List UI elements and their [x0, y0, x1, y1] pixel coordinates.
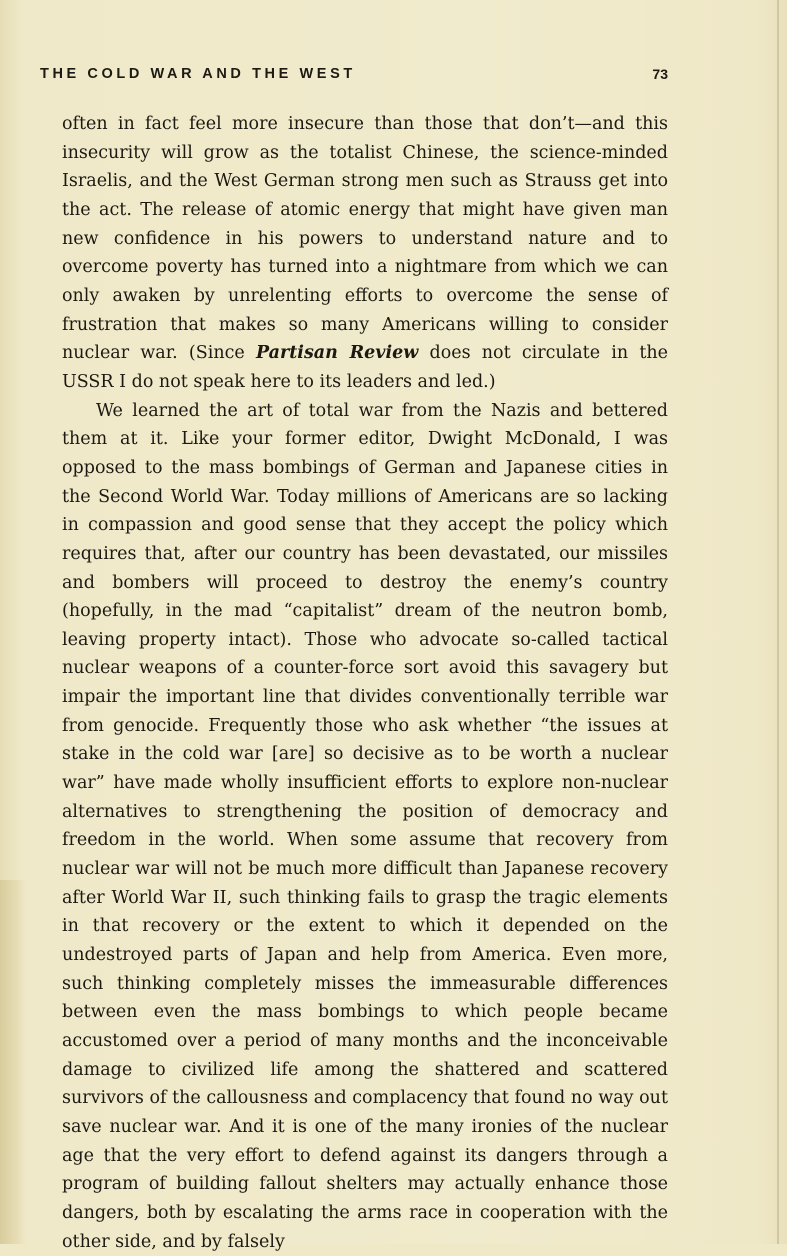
page-edge — [777, 0, 779, 1244]
paragraph-continued — [62, 110, 668, 397]
journal-title: Partisan Review — [255, 343, 419, 364]
paragraph-text: does not circulate in the USSR I do not speak here to its leaders and led.) — [62, 343, 669, 392]
paragraph: We learned the art of total war from the Nazis and bettered them at it. Like your former editor, Dwight McDonald, I was opposed to the mass bombings of German and Japanese cities in the Second World War. Today millions of Americans are so lacking in compassion and good sense that they accept the policy which requires that, after our country has been devastated, our missiles and bombers will proceed to destroy the enemy’s country (hopefully, in the mad “capitalist” dream of the neutron bomb, leaving property intact). Those who advocate so-called tactical nuclear weapons of a counter-force sort avoid this savagery but impair the important line that divides conventionally terrible war from genocide. Frequently those who ask whether “the issues at stake in the cold war [are] so decisive as to be worth a nuclear war” have made wholly insufficient efforts to explore non-nuclear alternatives to strengthening the position of democracy and freedom in the world. When some assume that recovery from nuclear war will not be much more difficult than Japanese recovery after World War II, such thinking fails to grasp the tragic elements in that recovery or the extent to which it depended on the undestroyed parts of Japan and help from America. Even more, such thinking completely misses the immeasurable differences between even the mass bombings to which people became accustomed over a period of many months and the inconceivable damage to civilized life among the shattered and scattered survivors of the callousness and complacency that found no way out save nuclear war. And it is one of the many ironies of the nuclear age that the very effort to defend against its dangers through a program of building fallout shelters may actually enhance those dangers, both by escalating the arms race in cooperation with the other side, and by falsely — [62, 400, 668, 1252]
running-header — [40, 66, 668, 88]
page-number: 73 — [652, 66, 668, 82]
paragraph-text: often in fact feel more insecure than those that don’t—and this insecurity will grow as the totalist Chinese, the science-minded Israelis, and the West German strong men such as Strauss get into the act. The release of atomic energy that might have given man new confidence in his powers to understand nature and to overcome poverty has turned into a nightmare from which we can only awaken by unrelenting efforts to overcome the sense of frustration that makes so many Americans willing to consider nuclear war. (Since — [62, 114, 668, 364]
body-text — [62, 110, 668, 1256]
binding-shadow — [0, 880, 26, 1244]
running-title: THE COLD WAR AND THE WEST — [40, 66, 356, 82]
